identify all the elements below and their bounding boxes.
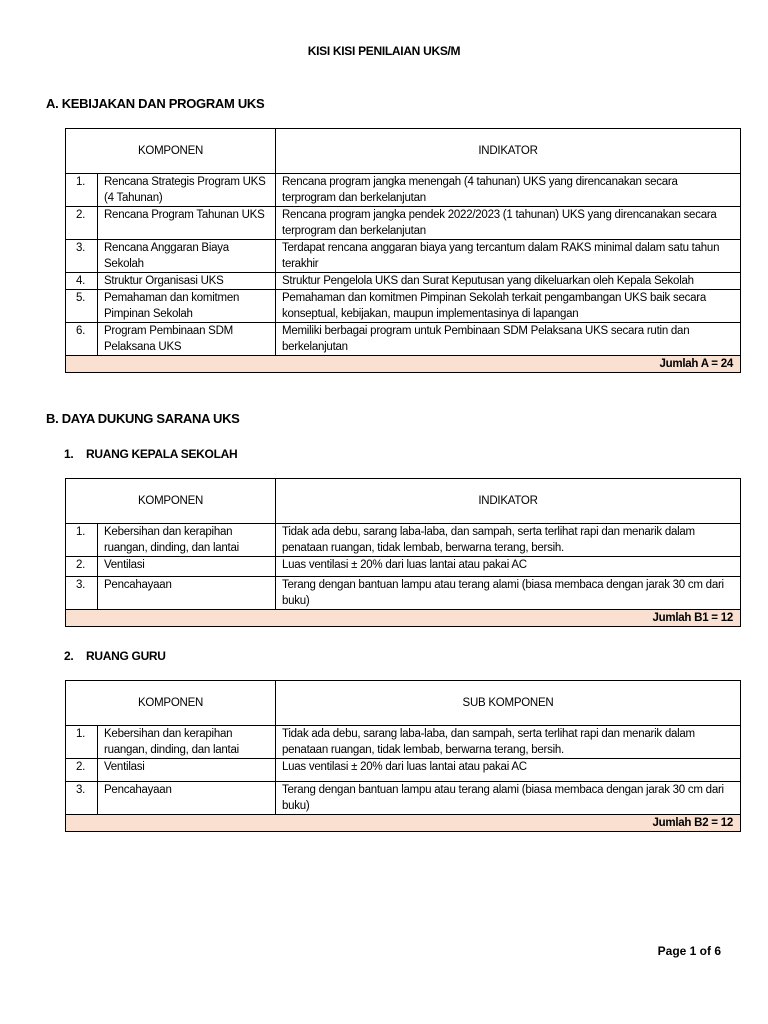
table-row bbox=[66, 782, 741, 815]
table-row bbox=[66, 240, 741, 273]
row-indikator: Terang dengan bantuan lampu atau terang alami (biasa membaca dengan jarak 30 cm dari buku) bbox=[276, 577, 741, 610]
row-indikator: Rencana program jangka menengah (4 tahunan) UKS yang direncanakan secara terprogram dan berkelanjutan bbox=[276, 174, 741, 207]
table-row bbox=[66, 174, 741, 207]
row-indikator: Terdapat rencana anggaran biaya yang tercantum dalam RAKS minimal dalam satu tahun terakhir bbox=[276, 240, 741, 273]
row-number: 3. bbox=[66, 782, 98, 815]
subsection-title: RUANG GURU bbox=[86, 649, 166, 663]
row-komponen: Pemahaman dan komitmen Pimpinan Sekolah bbox=[98, 290, 276, 323]
subsection-ruang-guru bbox=[64, 649, 166, 663]
row-komponen: Kebersihan dan kerapihan ruangan, dinding, dan lantai bbox=[98, 524, 276, 557]
table-total-row bbox=[66, 815, 741, 832]
row-indikator: Luas ventilasi ± 20% dari luas lantai atau pakai AC bbox=[276, 557, 741, 577]
row-indikator: Terang dengan bantuan lampu atau terang alami (biasa membaca dengan jarak 30 cm dari buku) bbox=[276, 782, 741, 815]
section-a-heading: A. KEBIJAKAN DAN PROGRAM UKS bbox=[46, 96, 265, 111]
row-indikator: Tidak ada debu, sarang laba-laba, dan sampah, serta terlihat rapi dan menarik dalam penataan ruangan, tidak lembab, berwarna terang, bersih. bbox=[276, 524, 741, 557]
subsection-ruang-kepala-sekolah bbox=[64, 447, 237, 461]
row-indikator: Tidak ada debu, sarang laba-laba, dan sampah, serta terlihat rapi dan menarik dalam penataan ruangan, tidak lembab, berwarna terang, bersih. bbox=[276, 726, 741, 759]
table-total-row bbox=[66, 610, 741, 627]
table-kebijakan-program bbox=[65, 128, 741, 373]
row-indikator: Struktur Pengelola UKS dan Surat Keputusan yang dikeluarkan oleh Kepala Sekolah bbox=[276, 273, 741, 290]
row-number: 5. bbox=[66, 290, 98, 323]
section-b-heading: B. DAYA DUKUNG SARANA UKS bbox=[46, 411, 240, 426]
column-header-komponen: KOMPONEN bbox=[66, 681, 276, 726]
row-indikator: Memiliki berbagai program untuk Pembinaan SDM Pelaksana UKS secara rutin dan berkelanjutan bbox=[276, 323, 741, 356]
row-komponen: Pencahayaan bbox=[98, 577, 276, 610]
total-jumlah-b1: Jumlah B1 = 12 bbox=[66, 610, 741, 627]
column-header-sub-komponen: SUB KOMPONEN bbox=[276, 681, 741, 726]
column-header-komponen: KOMPONEN bbox=[66, 129, 276, 174]
table-row bbox=[66, 323, 741, 356]
table-row bbox=[66, 524, 741, 557]
row-number: 4. bbox=[66, 273, 98, 290]
total-jumlah-a: Jumlah A = 24 bbox=[66, 356, 741, 373]
table-row bbox=[66, 207, 741, 240]
row-komponen: Program Pembinaan SDM Pelaksana UKS bbox=[98, 323, 276, 356]
row-indikator: Luas ventilasi ± 20% dari luas lantai atau pakai AC bbox=[276, 759, 741, 782]
subsection-title: RUANG KEPALA SEKOLAH bbox=[86, 447, 238, 461]
table-row bbox=[66, 273, 741, 290]
column-header-komponen: KOMPONEN bbox=[66, 479, 276, 524]
row-indikator: Pemahaman dan komitmen Pimpinan Sekolah terkait pengambangan UKS baik secara konseptual, kebijakan, maupun implementasinya di lapangan bbox=[276, 290, 741, 323]
row-komponen: Pencahayaan bbox=[98, 782, 276, 815]
row-komponen: Ventilasi bbox=[98, 759, 276, 782]
row-komponen: Rencana Anggaran Biaya Sekolah bbox=[98, 240, 276, 273]
column-header-indikator: INDIKATOR bbox=[276, 479, 741, 524]
row-komponen: Struktur Organisasi UKS bbox=[98, 273, 276, 290]
subsection-number: 2. bbox=[64, 649, 74, 663]
table-row bbox=[66, 557, 741, 577]
row-komponen: Ventilasi bbox=[98, 557, 276, 577]
row-number: 1. bbox=[66, 174, 98, 207]
row-number: 2. bbox=[66, 759, 98, 782]
table-ruang-guru bbox=[65, 680, 741, 832]
table-header-row bbox=[66, 681, 741, 726]
document-title: KISI KISI PENILAIAN UKS/M bbox=[307, 44, 461, 58]
table-header-row bbox=[66, 479, 741, 524]
row-indikator: Rencana program jangka pendek 2022/2023 (1 tahunan) UKS yang direncanakan secara terprogram dan berkelanjutan bbox=[276, 207, 741, 240]
row-number: 3. bbox=[66, 577, 98, 610]
table-ruang-kepala-sekolah bbox=[65, 478, 741, 627]
table-header-row bbox=[66, 129, 741, 174]
row-number: 2. bbox=[66, 207, 98, 240]
row-komponen: Kebersihan dan kerapihan ruangan, dinding, dan lantai bbox=[98, 726, 276, 759]
page-number: Page 1 of 6 bbox=[657, 944, 721, 958]
table-row bbox=[66, 290, 741, 323]
row-number: 2. bbox=[66, 557, 98, 577]
total-jumlah-b2: Jumlah B2 = 12 bbox=[66, 815, 741, 832]
row-number: 3. bbox=[66, 240, 98, 273]
row-komponen: Rencana Program Tahunan UKS bbox=[98, 207, 276, 240]
table-row bbox=[66, 726, 741, 759]
table-row bbox=[66, 577, 741, 610]
row-number: 1. bbox=[66, 726, 98, 759]
table-row bbox=[66, 759, 741, 782]
row-komponen: Rencana Strategis Program UKS (4 Tahunan) bbox=[98, 174, 276, 207]
table-total-row bbox=[66, 356, 741, 373]
row-number: 1. bbox=[66, 524, 98, 557]
subsection-number: 1. bbox=[64, 447, 74, 461]
column-header-indikator: INDIKATOR bbox=[276, 129, 741, 174]
row-number: 6. bbox=[66, 323, 98, 356]
